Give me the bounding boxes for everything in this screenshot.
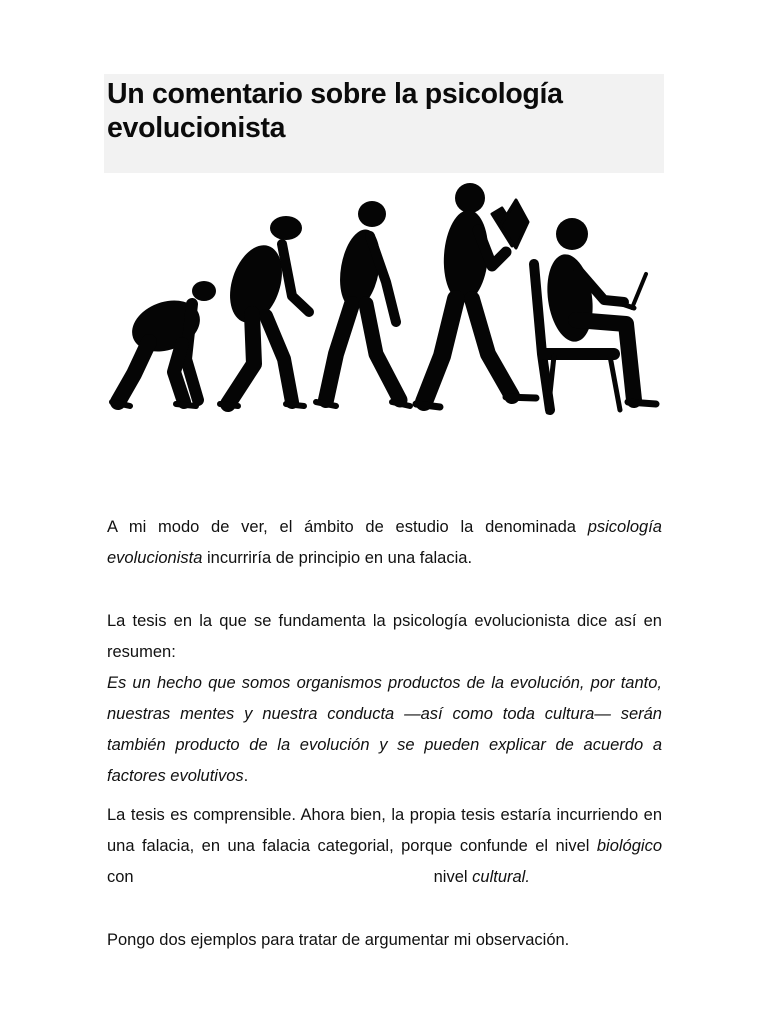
intro-text-end: incurriría de principio en una falacia.	[202, 549, 473, 567]
fallacy-text: La tesis es comprensible. Ahora bien, la propia tesis estaría incurriendo en una falacia, en una falacia categorial, porque confunde el nivel	[107, 806, 662, 855]
paragraph-intro	[107, 512, 662, 574]
paragraph-fallacy	[107, 800, 662, 893]
thesis-quote-period: .	[243, 767, 249, 785]
paragraph-thesis-intro: La tesis en la que se fundamenta la psicología evolucionista dice así en resumen:	[107, 612, 662, 661]
fallacy-emphasis-biological: biológico	[596, 837, 662, 855]
thesis-quote: Es un hecho que somos organismos productos de la evolución, por tanto, nuestras mentes y nuestra conducta —así como toda cultura— serán también producto de la evolución y se pueden explicar de acuerdo a factores evolutivos	[107, 674, 662, 785]
intro-emphasis: psicología evolucionista	[107, 518, 662, 567]
fallacy-text-con: con	[107, 868, 134, 886]
intro-text: A mi modo de ver, el ámbito de estudio la denominada	[107, 518, 588, 536]
paragraph-examples: Pongo dos ejemplos para tratar de argumentar mi observación.	[107, 931, 570, 949]
evolution-illustration	[104, 174, 672, 424]
article-title: Un comentario sobre la psicología evolucionista	[107, 78, 563, 144]
fallacy-text-nivel: nivel	[433, 868, 473, 886]
paragraph-thesis-quote	[107, 668, 662, 792]
human-evolution-silhouettes-icon	[104, 174, 672, 424]
fallacy-emphasis-cultural: cultural.	[472, 868, 530, 886]
